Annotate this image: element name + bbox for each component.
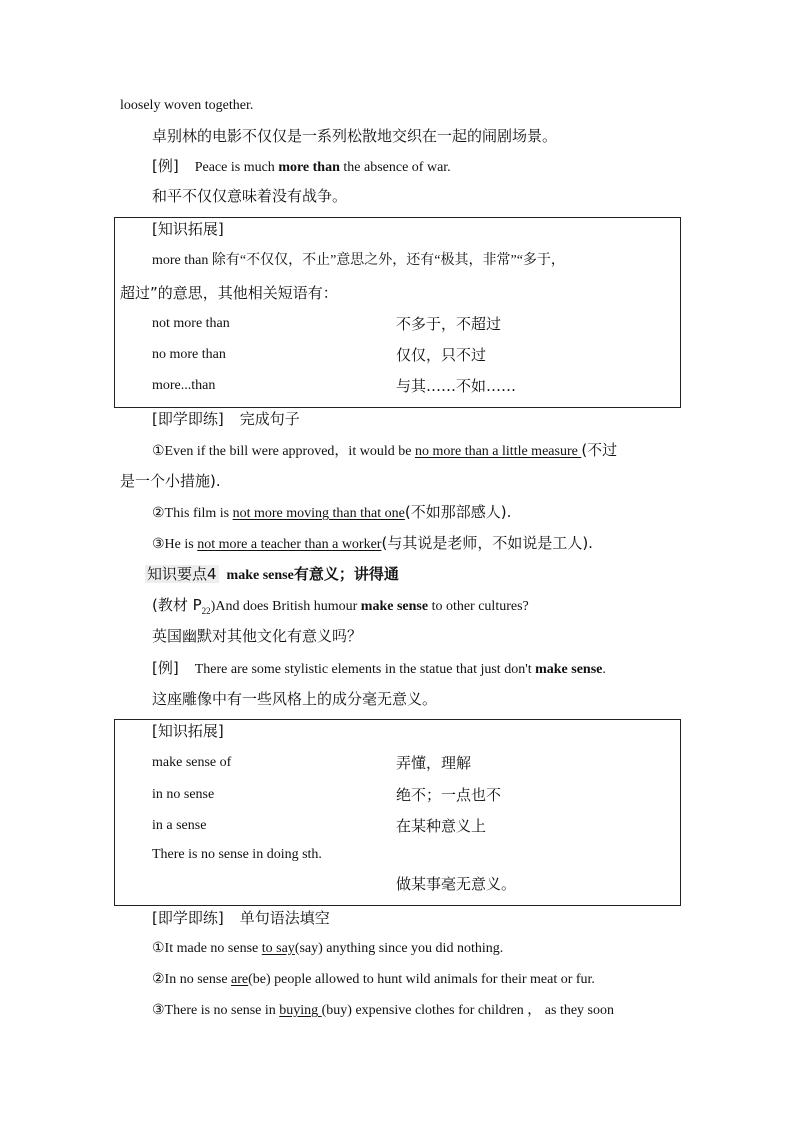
practice-title: 单句语法填空 bbox=[239, 909, 330, 927]
phrase-en: in a sense bbox=[152, 818, 207, 833]
answer-blank: not more moving than that one bbox=[232, 506, 405, 521]
box-title: [知识拓展] bbox=[152, 220, 224, 238]
example-tag: [例] bbox=[152, 157, 179, 175]
example-translation: 这座雕像中有一些风格上的成分毫无意义。 bbox=[152, 690, 438, 708]
example-tag: [例] bbox=[152, 659, 179, 677]
example-translation: 和平不仅仅意味着没有战争。 bbox=[152, 187, 348, 205]
point-tag: 知识要点4 bbox=[147, 565, 217, 583]
example-text-pre: Peace is much bbox=[194, 160, 279, 175]
phrase-zh: 弄懂，理解 bbox=[396, 754, 472, 772]
example-keyword: more than bbox=[278, 160, 340, 175]
phrase-en: more...than bbox=[152, 378, 216, 393]
phrase-en: make sense of bbox=[152, 755, 232, 770]
phrase-en: no more than bbox=[152, 347, 226, 362]
answer-blank: not more a teacher than a worker bbox=[197, 537, 382, 552]
phrase-en: not more than bbox=[152, 316, 230, 331]
practice-sentence-1-cont: 是一个小措施). bbox=[120, 472, 221, 490]
practice-sentence-2: ②In no sense are(be) people allowed to hunt wild animals for their meat or fur. bbox=[152, 972, 595, 987]
practice-header bbox=[152, 409, 680, 429]
example-sentence bbox=[152, 156, 680, 178]
box-description-cont: 超过”的意思，其他相关短语有： bbox=[120, 284, 338, 302]
phrase-zh: 在某种意义上 bbox=[396, 817, 487, 835]
phrase-en: There is no sense in doing sth. bbox=[152, 847, 322, 862]
phrase-zh: 绝不；一点也不 bbox=[396, 786, 502, 804]
practice-tag: [即学即练] bbox=[152, 909, 224, 927]
box-title: [知识拓展] bbox=[152, 722, 224, 740]
practice-title: 完成句子 bbox=[239, 410, 300, 428]
text-line: loosely woven together. bbox=[120, 98, 254, 113]
point-meaning: 有意义；讲得通 bbox=[293, 565, 399, 583]
example-sentence: [例] There are some stylistic elements in the statue that just don't make sense. bbox=[152, 659, 606, 677]
answer-blank: to say bbox=[261, 941, 295, 956]
point-phrase: make sense bbox=[226, 568, 294, 583]
practice-sentence-2: ②This film is not more moving than that one(不如那部感人). bbox=[152, 503, 512, 521]
answer-blank: no more than a little measure bbox=[414, 444, 582, 459]
practice-sentence-1: ①Even if the bill were approved，it would be no more than a little measure (不过 bbox=[152, 441, 618, 459]
phrase-en: in no sense bbox=[152, 787, 215, 802]
example-text-post: the absence of war. bbox=[339, 160, 451, 175]
phrase-zh: 与其……不如…… bbox=[396, 377, 517, 395]
practice-header bbox=[152, 908, 680, 928]
practice-sentence-3: ③He is not more a teacher than a worker(与其说是老师，不如说是工人). bbox=[152, 534, 593, 552]
textbook-source: (教材 $P_{22})And$ does British humour make sense to other cultures? bbox=[152, 596, 529, 616]
phrase-zh: 仅仅，只不过 bbox=[396, 346, 487, 364]
box-description: more than 除有“不仅仅，不止”意思之外，还有“极其，非常”“多于， bbox=[152, 253, 565, 268]
answer-blank: buying bbox=[279, 1003, 322, 1018]
practice-sentence-3: ③There is no sense in buying (buy) expensive clothes for children ， as they soon bbox=[152, 1003, 615, 1018]
practice-tag: [即学即练] bbox=[152, 410, 224, 428]
answer-blank: are bbox=[231, 972, 249, 987]
phrase-zh: 做某事毫无意义。 bbox=[396, 875, 517, 893]
phrase-zh: 不多于，不超过 bbox=[396, 315, 502, 333]
practice-sentence-1: ①It made no sense to say(say) anything since you did nothing. bbox=[152, 941, 504, 956]
knowledge-point-heading bbox=[145, 564, 705, 586]
source-translation: 英国幽默对其他文化有意义吗？ bbox=[152, 627, 363, 645]
translation-line: 卓别林的电影不仅仅是一系列松散地交织在一起的闹剧场景。 bbox=[152, 127, 558, 145]
